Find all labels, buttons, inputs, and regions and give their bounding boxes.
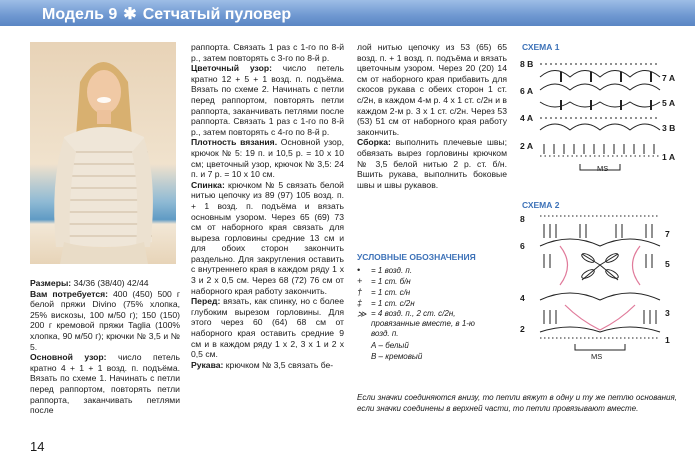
model-illustration (30, 42, 176, 264)
scheme-1-row-label: 7 A (662, 73, 676, 83)
front-paragraph: Перед: вязать, как спинку, но с более глубоким вырезом горловины. Для этого через 60 (64) 68 см от наборного края оставить средние 9 см и в каждом ряду 1 х 2, 3 х 1 и 2 х 0,5 см. (191, 296, 344, 360)
scheme-2-row-label: 1 (665, 335, 670, 345)
scheme-2-row-label: 3 (665, 308, 670, 318)
scheme-2-ms: MS (591, 352, 603, 361)
scheme-1-row-label: 1 A (662, 152, 676, 162)
scheme-1 (520, 52, 690, 182)
scheme-1-diagram (520, 52, 690, 182)
legend-item: • = 1 возд. п. (357, 265, 413, 275)
chain-icon: • (357, 265, 361, 275)
scheme-1-row-label: 2 A (520, 141, 534, 151)
scheme-2-row-label: 2 (520, 324, 525, 334)
legend-item: + = 1 ст. б/н (357, 276, 411, 286)
scheme-1-row-label: 3 B (662, 123, 676, 133)
single-crochet-icon: + (357, 276, 363, 286)
scheme-1-row-label: 5 A (662, 98, 676, 108)
scheme-1-title: СХЕМА 1 (522, 42, 560, 52)
scheme-2-row-label: 4 (520, 293, 525, 303)
sizes-paragraph: Размеры: 34/36 (38/40) 42/44 (30, 278, 149, 288)
scheme-1-row-label: 8 B (520, 59, 534, 69)
legend-item: ‡ = 1 ст. с/2н (357, 298, 415, 308)
scheme-2-row-label: 7 (665, 229, 670, 239)
legend-title: УСЛОВНЫЕ ОБОЗНАЧЕНИЯ (357, 252, 476, 262)
scheme-2-row-label: 8 (520, 214, 525, 224)
treble-crochet-icon: ‡ (357, 298, 363, 308)
scheme-1-row-label: 4 A (520, 113, 534, 123)
flower-pattern-paragraph: Цветочный узор: число петель кратно 12 + 5 + 1 возд. п. подъёма. Вязать по схеме 2. Начинать с петли перед раппортом, повторять петли раппорта, заканчивать петлями после раппорта. Связать 1 раз с 1-го по 8-й р., затем повторять с 4-го по 8-й р. (191, 63, 344, 137)
model-photo (30, 42, 176, 264)
page-title (42, 4, 291, 24)
main-pattern-paragraph: Основной узор: число петель кратно 4 + 1 + 1 возд. п. подъёма. Вязать по схеме 1. Начинать с петли перед раппортом, повторять петли раппорта, заканчивать петлями после (30, 352, 180, 416)
gauge-paragraph: Плотность вязания. Основной узор, крючок № 5: 19 п. и 10,5 р. = 10 х 10 см; цветочный узор, крючок № 3,5: 24 п. и 7 р. = 10 х 10 см. (191, 137, 344, 180)
legend-color-white: А – белый (371, 341, 409, 350)
model-label: Модель 9 (42, 6, 118, 23)
star-icon: ✱ (123, 6, 137, 23)
column-1 (30, 278, 180, 416)
cluster-icon: ≫ (357, 309, 367, 319)
pattern-continued-paragraph: раппорта. Связать 1 раз с 1-го по 8-й р., затем повторять с 3-го по 8-й р. (191, 42, 344, 63)
sleeves-continued-paragraph: лой нитью цепочку из 53 (65) 65 возд. п. + 1 возд. п. подъёма и вязать цветочным узором. Через 20 (20) 14 см от наборного края прибавить для скосов рукава с обеих сторон 1 ст. с/2н, в каждом 4-м р. 4 х 1 ст. с/2н и в каждом 2-м р. 3 х 1 ст. с/2н. Через 53 (53) 51 см от наборного края работу закончить. (357, 42, 507, 137)
legend-item: ≫ = 4 возд. п., 2 ст. с/2н, провязанные вместе, в 1-ю возд. п. (357, 309, 517, 341)
back-paragraph: Спинка: крючком № 5 связать белой нитью цепочку из 89 (97) 105 возд. п. + 1 возд. п. подъёма и вязать основным узором. Через 65 (69) 73 см от наборного края связать для выреза горловины средние 13 см и для обоих сторон закончить раздельно. Для закругления оставить с внутреннего края в каждом ряду 1 х 3 и 2 х 0,5 см. Через 68 (72) 76 см от наборного края работу закончить. (191, 179, 344, 296)
assembly-paragraph: Сборка: выполнить плечевые швы; обвязать вырез горловины крючком № 3,5 белой нитью 2 р. ст. б/н. Вшить рукава, выполнить боковые швы и швы рукавов. (357, 137, 507, 190)
column-2 (191, 42, 344, 370)
title-label: Сетчатый пуловер (142, 6, 292, 23)
column-3 (357, 42, 507, 190)
legend-list (357, 265, 517, 363)
sleeves-paragraph: Рукава: крючком № 3,5 связать бе- (191, 359, 334, 370)
legend-color-cream: В – кремовый (371, 352, 423, 361)
materials-paragraph: Вам потребуется: 400 (450) 500 г белой пряжи Divino (75% хлопка, 25% вискозы, 100 м/50 г); 150 (150) 200 г кремовой пряжи Taglia (100% хлопка, 90 м/50 г); крючки № 3,5 и № 5. (30, 288, 180, 352)
scheme-1-row-label: 6 A (520, 86, 534, 96)
legend-item: † = 1 ст. с/н (357, 287, 411, 297)
note-text: Если значки соединяются внизу, то петли вяжут в одну и ту же петлю основания, если значки соединены в верхней части, то петли провязывают вместе. (357, 393, 677, 413)
scheme-2-row-label: 5 (665, 259, 670, 269)
page-number: 14 (30, 439, 45, 454)
scheme-2-title: СХЕМА 2 (522, 200, 560, 210)
double-crochet-icon: † (357, 287, 363, 297)
scheme-2-row-label: 6 (520, 241, 525, 251)
scheme-1-ms: MS (597, 164, 609, 173)
